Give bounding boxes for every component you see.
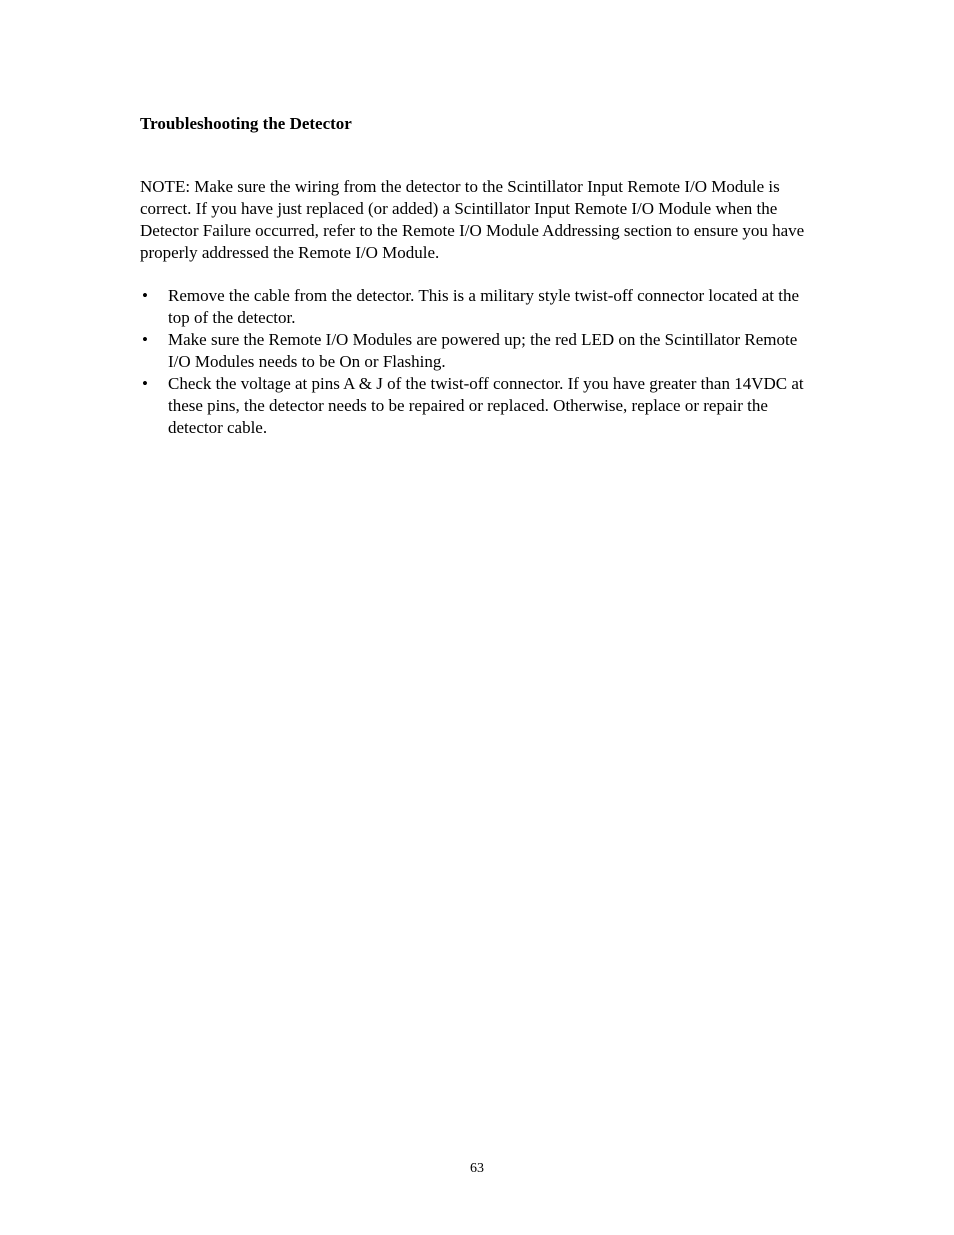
bullet-icon: •	[142, 374, 148, 393]
page-number: 63	[470, 1161, 484, 1176]
list-item	[140, 329, 820, 373]
list-item	[140, 285, 820, 329]
list-item-text: Check the voltage at pins A & J of the twist-off connector. If you have greater than 14VDC at these pins, the detector needs to be repaired or replaced. Otherwise, replace or repair the detector cable.	[168, 374, 804, 437]
list-item-text: Make sure the Remote I/O Modules are powered up; the red LED on the Scintillator Remote I/O Modules needs to be On or Flashing.	[168, 330, 798, 371]
list-item	[140, 373, 820, 439]
troubleshooting-steps-list	[140, 285, 820, 439]
section-title: Troubleshooting the Detector	[140, 114, 352, 133]
bullet-icon: •	[142, 286, 148, 305]
note-paragraph: NOTE: Make sure the wiring from the detector to the Scintillator Input Remote I/O Module is correct. If you have just replaced (or added) a Scintillator Input Remote I/O Module when the Detector Failure occurred, refer to the Remote I/O Module Addressing section to ensure you have properly addressed the Remote I/O Module.	[140, 177, 805, 262]
bullet-icon: •	[142, 330, 148, 349]
list-item-text: Remove the cable from the detector. This is a military style twist-off connector located at the top of the detector.	[168, 286, 800, 327]
